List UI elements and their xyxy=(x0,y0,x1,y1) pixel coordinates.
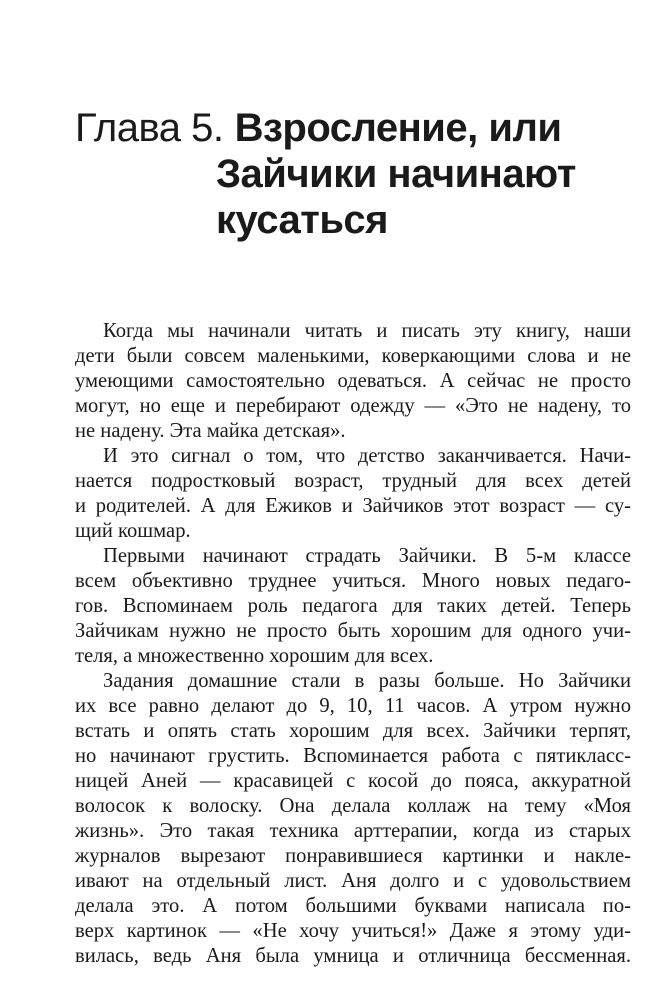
text-line: Задания домашние стали в разы больше. Но Зайчики xyxy=(103,670,631,692)
text-line: Когда мы начинали читать и писать эту книгу, наши xyxy=(103,320,631,342)
chapter-number: Глава 5. xyxy=(75,106,224,150)
text-line: умеющими самостоятельно одеваться. А сейчас не просто xyxy=(75,370,631,392)
text-line: могут, но еще и перебирают одежду — «Это не надену, то xyxy=(75,395,631,417)
text-line: дети были совсем маленькими, коверкающими слова и не xyxy=(75,345,631,367)
text-line: всем объективно труднее учиться. Много новых педаго- xyxy=(75,570,631,592)
text-line: гов. Вспоминаем роль педагога для таких детей. Теперь xyxy=(75,595,631,617)
text-line: ницей Аней — красавицей с косой до пояса, аккуратной xyxy=(75,770,631,792)
text-line: и родителей. А для Ежиков и Зайчиков этот возраст — су- xyxy=(75,495,631,517)
text-line: вилась, ведь Аня была умница и отличница бессменная. xyxy=(75,945,631,967)
text-line: ивают на отдельный лист. Аня долго и с удовольствием xyxy=(75,870,631,892)
text-line: Первыми начинают страдать Зайчики. В 5-м классе xyxy=(103,545,631,567)
chapter-heading xyxy=(75,105,635,243)
text-line: встать и опять стать хорошим для всех. Зайчики терпят, xyxy=(75,720,631,742)
chapter-heading-line-1 xyxy=(75,105,635,151)
text-line: теля, а множественно хорошим для всех. xyxy=(75,645,434,667)
chapter-title-part-1: Взросление, или xyxy=(234,106,562,150)
text-line: верх картинок — «Не хочу учиться!» Даже я этому уди- xyxy=(75,920,631,942)
text-line: Зайчикам нужно не просто быть хорошим для одного учи- xyxy=(75,620,631,642)
text-line: делала это. А потом большими буквами написала по- xyxy=(75,895,631,917)
text-line: не надену. Эта майка детская». xyxy=(75,420,346,442)
chapter-title-part-2: Зайчики начинают xyxy=(216,152,576,196)
text-line: волосок к волоску. Она делала коллаж на тему «Моя xyxy=(75,795,631,817)
text-line: И это сигнал о том, что детство заканчивается. Начи- xyxy=(103,445,631,467)
text-line: щий кошмар. xyxy=(75,520,191,542)
text-line: нается подростковый возраст, трудный для всех детей xyxy=(75,470,631,492)
text-line: жизнь». Это такая техника арттерапии, когда из старых xyxy=(75,820,631,842)
text-line: но начинают грустить. Вспоминается работа с пятикласс- xyxy=(75,745,631,767)
chapter-title-part-3: кусаться xyxy=(216,198,389,242)
text-line: журналов вырезают понравившиеся картинки и накле- xyxy=(75,845,631,867)
text-line: их все равно делают до 9, 10, 11 часов. А утром нужно xyxy=(75,695,631,717)
